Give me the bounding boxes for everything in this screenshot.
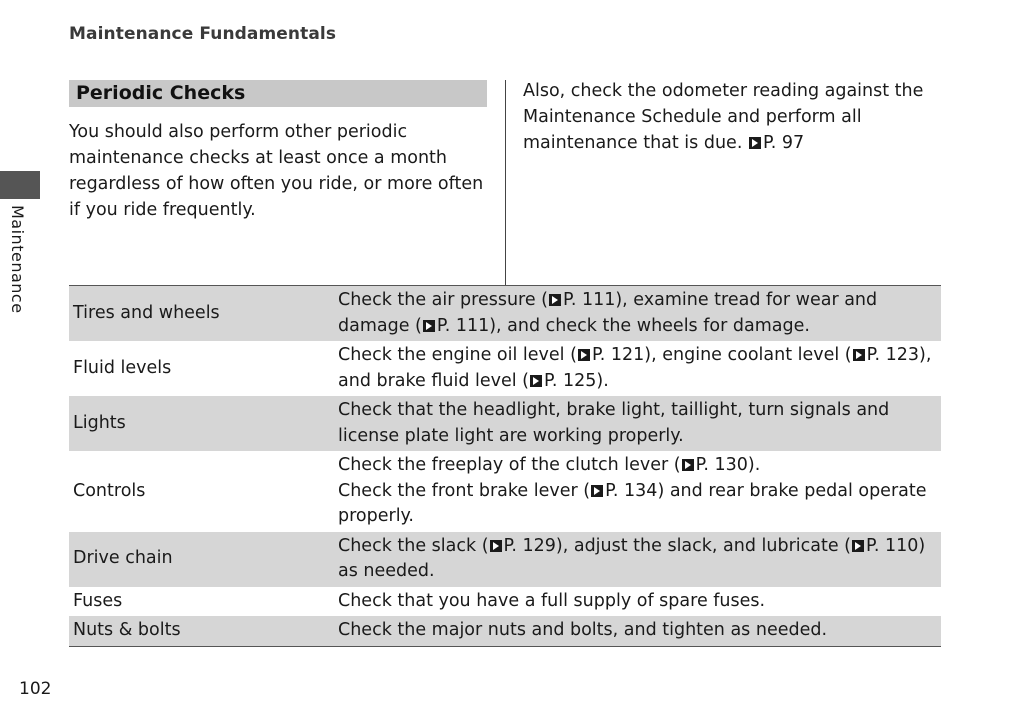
description-text: Check the air pressure ( [338, 290, 548, 310]
section-note-ref[interactable]: P. 97 [762, 133, 805, 153]
description-text: ), engine coolant level ( [644, 345, 852, 365]
page-reference[interactable]: P. 121 [591, 345, 645, 365]
table-row [69, 616, 941, 646]
check-item: Fluid levels [73, 357, 172, 378]
description-text: ), and brake fluid level ( [338, 345, 932, 391]
page-reference-arrow-icon [852, 540, 864, 552]
description-text: ). [596, 370, 609, 391]
description-text: Check that you have a full supply of spare fuses. [338, 590, 766, 611]
check-description [332, 451, 941, 532]
check-description [332, 341, 941, 396]
side-tab-label: Maintenance [8, 205, 27, 314]
description-text: ), adjust the slack, and lubricate ( [555, 535, 852, 556]
description-text: ). [747, 455, 761, 475]
description-text: Check the freeplay of the clutch lever ( [338, 455, 681, 475]
description-text: ), and check the wheels for damage. [489, 315, 810, 336]
page-reference[interactable]: P. 130 [695, 455, 748, 475]
page-reference-arrow-icon [549, 294, 561, 306]
page-reference[interactable]: P. 111 [436, 315, 490, 336]
check-item: Lights [73, 412, 126, 433]
table-row [69, 396, 941, 451]
check-description [332, 286, 941, 342]
page-reference-arrow-icon [591, 485, 603, 497]
page-reference-arrow-icon [749, 137, 761, 149]
check-description [332, 532, 941, 587]
page-header: Maintenance Fundamentals [69, 24, 337, 44]
description-text: ), examine tread for wear and damage ( [338, 290, 878, 336]
check-description [332, 616, 941, 646]
check-description [332, 396, 941, 451]
check-item: Fuses [73, 590, 123, 611]
page-reference[interactable]: P. 111 [563, 290, 616, 310]
description-text: Check the major nuts and bolts, and tighten as needed. [338, 620, 828, 640]
check-item: Tires and wheels [69, 286, 332, 342]
page-reference-arrow-icon [490, 540, 502, 552]
description-text: Check the front brake lever ( [338, 480, 591, 501]
description-text: ) as needed. [338, 535, 926, 581]
table-row [69, 286, 941, 342]
page-reference[interactable]: P. 125 [544, 370, 597, 391]
check-item: Controls [73, 480, 146, 501]
description-text: Check that the headlight, brake light, taillight, turn signals and license plate light are working properly. [338, 400, 890, 446]
table-row [69, 532, 941, 587]
page-reference-arrow-icon [682, 459, 694, 471]
page-reference[interactable]: P. 110 [866, 535, 919, 556]
table-row [69, 587, 941, 617]
side-tab-marker [0, 171, 40, 199]
section-note [523, 78, 943, 156]
description-text: Check the slack ( [338, 535, 489, 556]
description-text: ) and rear brake pedal operate properly. [338, 480, 927, 526]
page-reference[interactable]: P. 134 [605, 480, 658, 501]
page-reference[interactable]: P. 129 [503, 535, 556, 556]
section-title: Periodic Checks [69, 80, 487, 107]
page-reference-arrow-icon [423, 320, 435, 332]
section-intro: You should also perform other periodic maintenance checks at least once a month regardless of how often you ride, or more often if you ride frequently. [69, 122, 484, 220]
description-text: Check the engine oil level ( [338, 345, 577, 365]
page-reference[interactable]: P. 123 [866, 345, 919, 365]
check-description [332, 587, 941, 617]
page-reference-arrow-icon [853, 349, 865, 361]
table-row [69, 451, 941, 532]
check-item: Drive chain [73, 548, 173, 569]
periodic-checks-table [69, 285, 941, 647]
check-item: Nuts & bolts [69, 616, 332, 646]
section-note-text: Also, check the odometer reading against the Maintenance Schedule and perform all maintenance that is due. [523, 81, 924, 153]
table-row [69, 341, 941, 396]
column-divider [505, 80, 506, 285]
page-reference-arrow-icon [578, 349, 590, 361]
page-number: 102 [19, 679, 52, 699]
page-reference-arrow-icon [530, 375, 542, 387]
